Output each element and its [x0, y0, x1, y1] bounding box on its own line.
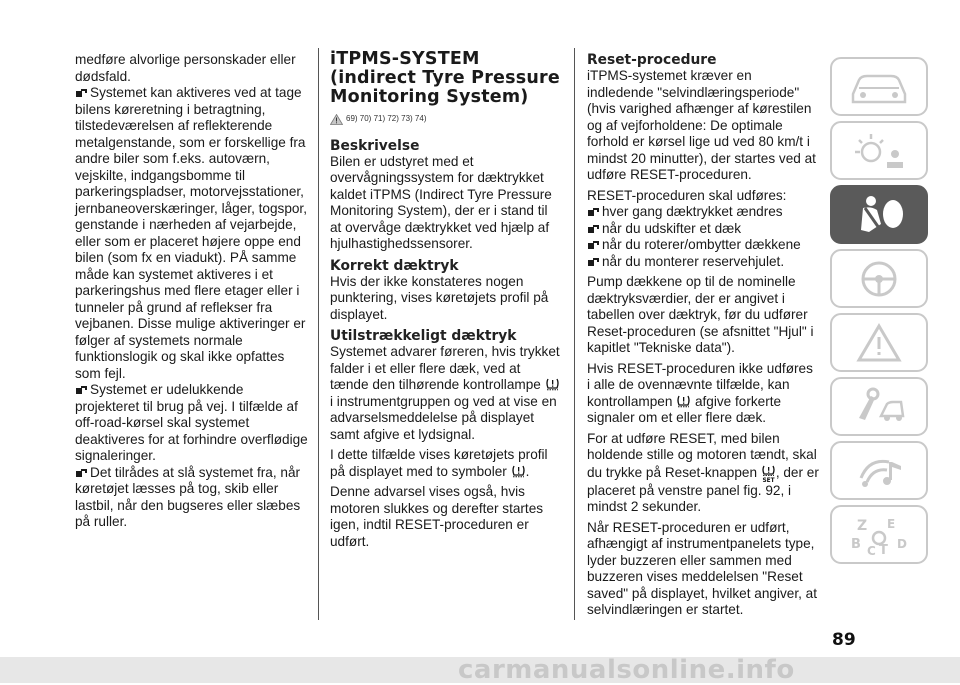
tyre-pressure-warning-icon — [676, 394, 691, 408]
bullet-icon — [587, 257, 598, 267]
warning-references: 69) 70) 71) 72) 73) 74) — [330, 111, 562, 128]
paragraph: I dette tilfælde vises køretøjets profil på displayet med to symboler . — [330, 447, 548, 479]
bullet-icon — [587, 240, 598, 250]
paragraph: Systemet advarer føreren, hvis trykket falder i et eller flere dæk, ved at tænde den tilhørende kontrollampe i instrumentgruppen og ved at vise en advarselsmeddelelse på displayet samt afgive et lydsignal. — [330, 344, 560, 442]
chapter-tabs — [830, 57, 928, 569]
set-label: SET — [762, 477, 775, 483]
bullet-icon — [587, 207, 598, 217]
car-dashboard-icon — [841, 64, 917, 110]
list-item: når du udskifter et dæk — [587, 221, 819, 238]
svg-text:B: B — [851, 536, 861, 552]
paragraph: For at udføre RESET, med bilen holdende stille og motoren tændt, skal du trykke på Reset-knappen SET , der er placeret på venstre panel fig. 92, i mindst 2 sekunder. — [587, 430, 819, 514]
chapter-tab-multimedia[interactable] — [830, 441, 928, 500]
column-3 — [587, 52, 819, 619]
svg-text:C: C — [867, 543, 876, 558]
bullet-paragraph: Systemet er udelukkende projekteret til brug på vej. I tilfælde af off-road-kørsel skal systemet deaktiveres for at forhindre overflødige signaleringer. — [75, 382, 308, 463]
alphabetical-index-icon — [841, 512, 917, 558]
paragraph: Pump dækkene op til de nominelle dæktryksværdier, der er angivet i tabellen over dæktryk, før du udfører Reset-proceduren (se afsnittet "Hjul" i kapitlet "Tekniske data"). — [587, 274, 814, 355]
svg-text:D: D — [897, 536, 907, 551]
car-service-tools-icon — [841, 384, 917, 430]
warning-triangle-icon — [330, 114, 343, 125]
svg-text:T: T — [879, 542, 888, 558]
paragraph: RESET-proceduren skal udføres: — [587, 187, 787, 203]
watermark-text: carmanualsonline.info — [458, 655, 795, 685]
chapter-tab-warning-lights[interactable] — [830, 121, 928, 180]
subheading-korrekt-daektryk: Korrekt dæktryk — [330, 257, 459, 274]
chapter-tab-dashboard[interactable] — [830, 57, 928, 116]
tpms-set-button-icon — [761, 464, 776, 483]
subheading-reset-procedure: Reset-procedure — [587, 52, 717, 68]
chapter-tab-maintenance[interactable] — [830, 377, 928, 436]
svg-text:Z: Z — [857, 517, 868, 534]
steering-wheel-icon — [841, 256, 917, 302]
tyre-pressure-warning-icon — [511, 464, 526, 478]
chapter-tab-emergency[interactable] — [830, 313, 928, 372]
column-divider — [574, 48, 575, 620]
chapter-tab-safety[interactable] — [830, 185, 928, 244]
svg-text:E: E — [887, 516, 896, 531]
bullet-icon — [75, 468, 86, 478]
warning-triangle-road-icon — [841, 320, 917, 366]
chapter-tab-index[interactable] — [830, 505, 928, 564]
page-number: 89 — [832, 630, 856, 650]
subheading-beskrivelse: Beskrivelse — [330, 137, 420, 154]
subheading-utilstraekkeligt-daektryk: Utilstrækkeligt dæktryk — [330, 328, 517, 344]
paragraph: Hvis RESET-proceduren ikke udføres i alle de ovennævnte tilfælde, kan kontrollampen afgive forkerte signaler om et eller flere dæk. — [587, 360, 813, 425]
bullet-paragraph: Systemet kan aktiveres ved at tage bilens køreretning i betragtning, tilstedeværelsen af reflekterende metalgenstande, som er forskellige fra andre biler som f.eks. autoværn, vejskilte, indgangsbomme til parkeringspladser, motorvejsstationer, jernbaneoverskæringer, låger, togspor, genstande i nærheden af vejarbejde, eller som er placeret højere oppe end bilen (som fx en viadukt). PÅ samme måde kan systemet aktiveres i et parkeringshus med flere etager eller i tunneler på grund af reflekser fra vejbanen. Disse mulige aktiveringer er følger af systemets normale funktionslogik og skal ikke opfattes som fejl. — [75, 85, 307, 381]
paragraph: Denne advarsel vises også, hvis motoren slukkes og derefter startes igen, indtil RESET-proceduren er udført. — [330, 484, 544, 549]
column-divider — [318, 48, 319, 620]
column-1 — [75, 52, 311, 531]
watermark-bar — [0, 657, 960, 683]
list-item: når du monterer reservehjulet. — [587, 254, 819, 271]
chapter-tab-starting-driving[interactable] — [830, 249, 928, 308]
paragraph: medføre alvorlige personskader eller dødsfald. — [75, 52, 296, 84]
multimedia-icon — [841, 448, 917, 494]
column-2 — [330, 50, 562, 550]
paragraph: Bilen er udstyret med et overvågningssystem for dæktrykket kaldet iTPMS (Indirect Tyre Pressure Monitoring System), der er i stand til at overvåge dæktrykket ved hjælp af hjulhastighedssensorer. — [330, 153, 552, 251]
tyre-pressure-warning-icon — [545, 377, 560, 391]
paragraph: Når RESET-proceduren er udført, afhængigt af instrumentpanelets type, lyder buzzeren eller sammen med buzzeren vises meddelelsen "Reset saved" på displayet, hvilket angiver, at selvindlæringen er startet. — [587, 519, 818, 617]
paragraph: Hvis der ikke konstateres nogen punktering, vises køretøjets profil på displayet. — [330, 273, 549, 322]
list-item: hver gang dæktrykket ændres — [587, 204, 819, 221]
bullet-paragraph: Det tilrådes at slå systemet fra, når køretøjet læsses på tog, skib eller lastbil, når den bugseres eller slæbes på ruller. — [75, 464, 301, 529]
seatbelt-airbag-icon — [841, 192, 917, 238]
bullet-icon — [75, 88, 86, 98]
list-item: når du roterer/ombytter dækkene — [587, 237, 819, 254]
section-title: iTPMS-SYSTEM (indirect Tyre Pressure Monitoring System) — [330, 49, 560, 107]
paragraph: iTPMS-systemet kræver en indledende "selvindlæringsperiode" (hvis varighed afhænger af kørestilen og af vejforholdene: De optimale forhold er kørsel lige ud ved 80 km/t i mindst 20 minutter), der startes ved at udføre RESET-proceduren. — [587, 68, 816, 182]
bullet-icon — [75, 385, 86, 395]
bullet-icon — [587, 224, 598, 234]
warning-lights-icon — [841, 128, 917, 174]
